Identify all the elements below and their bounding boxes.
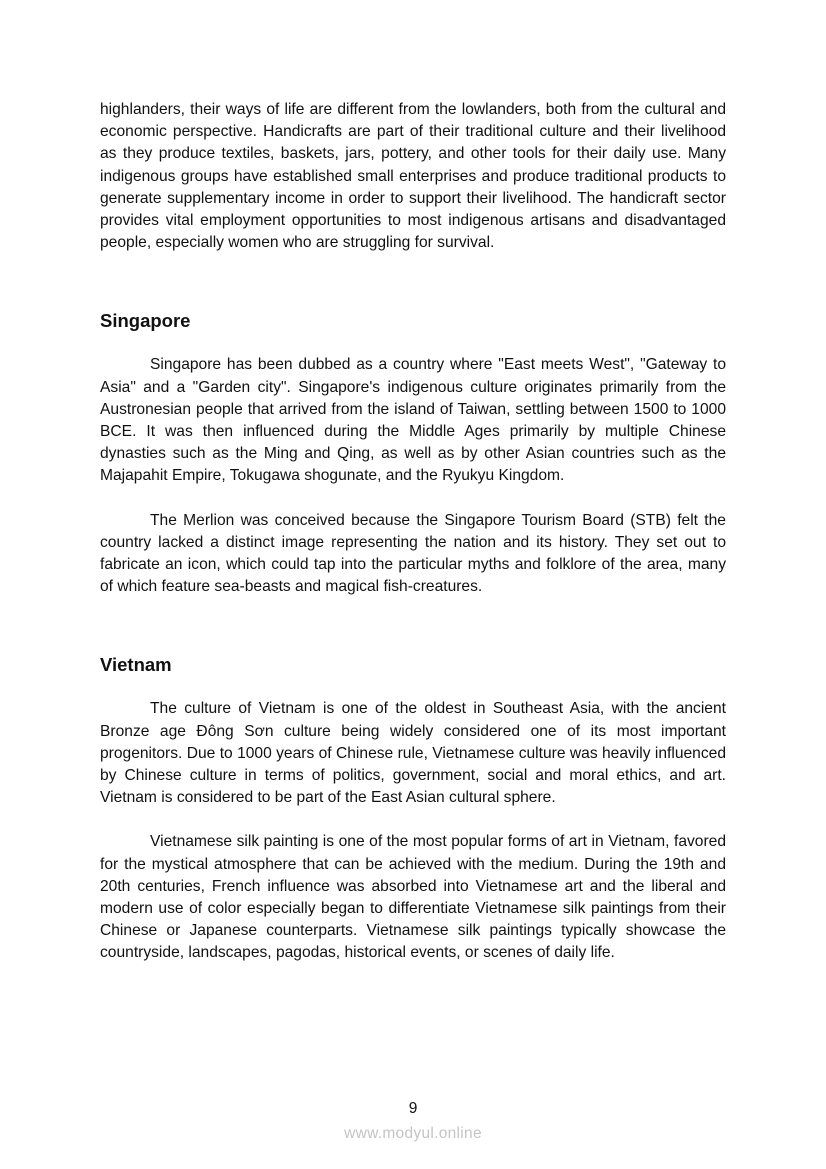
singapore-paragraph-2: The Merlion was conceived because the Singapore Tourism Board (STB) felt the country lacked a distinct image representing the nation and its history. They set out to fabricate an icon, which could tap into the particular myths and folklore of the area, many of which feature sea-beasts and magical fish-creatures. — [100, 511, 726, 596]
document-page — [100, 99, 726, 965]
spacer — [100, 488, 726, 510]
section-singapore — [100, 309, 726, 598]
watermark-link[interactable]: www.modyul.online — [344, 1125, 482, 1142]
section-heading-vietnam: Vietnam — [100, 654, 172, 676]
vietnam-paragraph-2: Vietnamese silk painting is one of the most popular forms of art in Vietnam, favored for the mystical atmosphere that can be achieved with the medium. During the 19th and 20th centuries, French influence was absorbed into Vietnamese art and the liberal and modern use of color especially began to differentiate Vietnamese silk paintings from their Chinese or Japanese counterparts. Vietnamese silk paintings typically showcase the countryside, landscapes, pagodas, historical events, or scenes of daily life. — [100, 833, 726, 962]
spacer — [100, 254, 726, 309]
spacer — [100, 677, 726, 698]
page-number: 9 — [408, 1100, 418, 1117]
vietnam-paragraph-1: The culture of Vietnam is one of the oldest in Southeast Asia, with the ancient Bronze age Đông Sơn culture being widely considered one of its most important progenitors. Due to 1000 years of Chinese rule, Vietnamese culture was heavily influenced by Chinese culture in terms of politics, government, social and moral ethics, and art. Vietnam is considered to be part of the East Asian cultural sphere. — [100, 700, 726, 807]
spacer — [100, 809, 726, 831]
section-vietnam — [100, 653, 726, 964]
section-heading-singapore: Singapore — [100, 310, 191, 332]
intro-paragraph: highlanders, their ways of life are different from the lowlanders, both from the cultural and economic perspective. Handicrafts are part of their traditional culture and their livelihood as they produce textiles, baskets, jars, pottery, and other tools for their daily use. Many indigenous groups have established small enterprises and produce traditional products to generate supplementary income in order to support their livelihood. The handicraft sector provides vital employment opportunities to most indigenous artisans and disadvantaged people, especially women who are struggling for survival. — [100, 101, 726, 252]
spacer — [100, 333, 726, 354]
spacer — [100, 598, 726, 653]
singapore-paragraph-1: Singapore has been dubbed as a country where "East meets West", "Gateway to Asia" and a "Garden city". Singapore's indigenous culture originates primarily from the Austronesian people that arrived from the island of Taiwan, settling between 1500 to 1000 BCE. It was then influenced during the Middle Ages primarily by multiple Chinese dynasties such as the Ming and Qing, as well as by other Asian countries such as the Majapahit Empire, Tokugawa shogunate, and the Ryukyu Kingdom. — [100, 356, 726, 485]
